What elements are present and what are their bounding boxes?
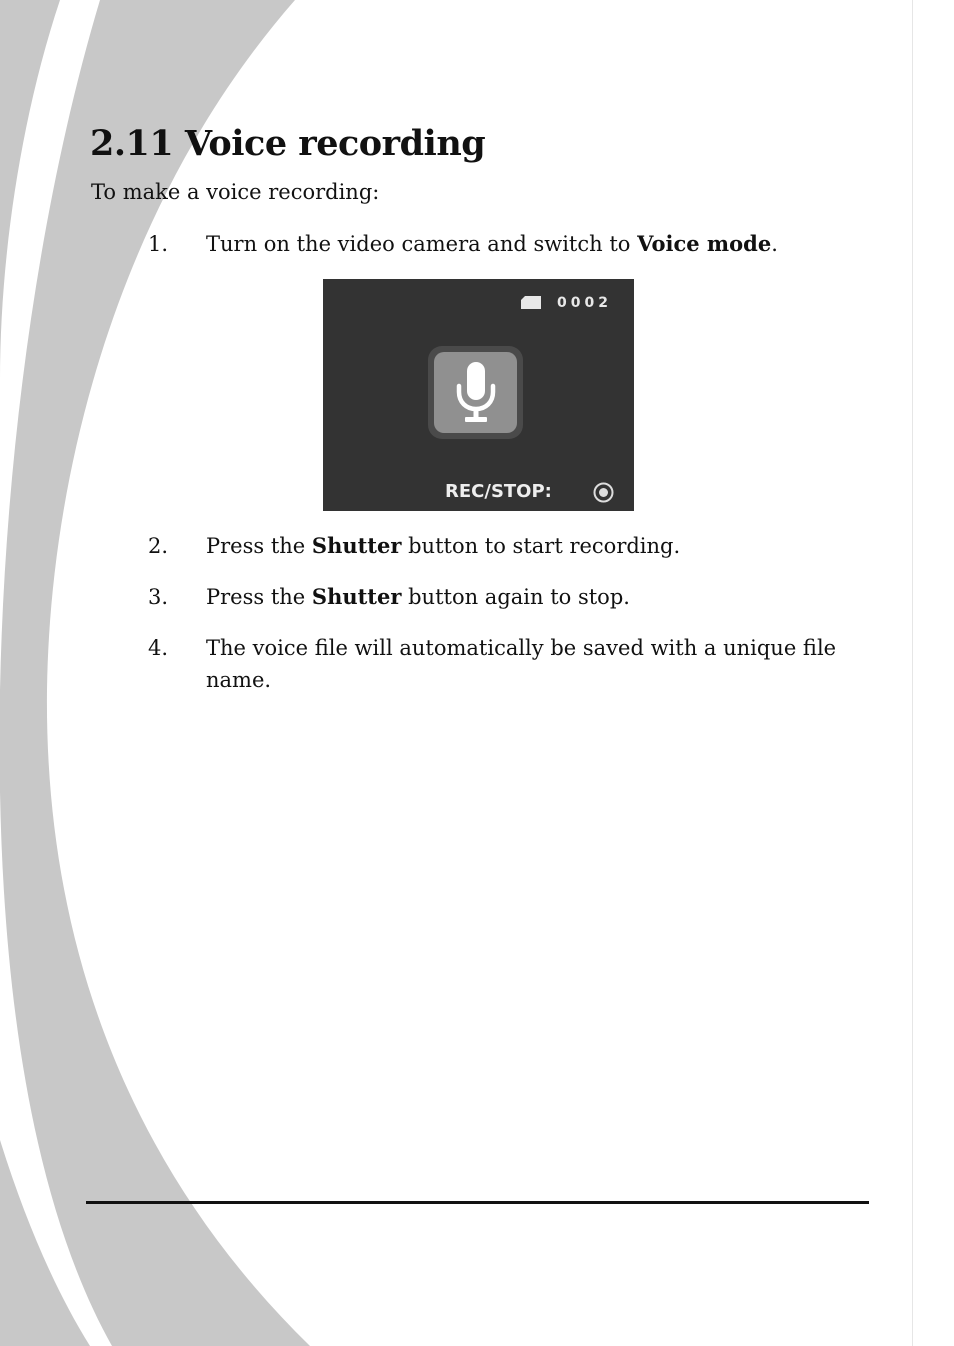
step-number: 1. <box>148 232 169 256</box>
memory-card-icon <box>521 296 541 309</box>
mode-name: Voice mode <box>637 231 772 256</box>
step-text <box>206 530 848 562</box>
step-text <box>206 581 848 613</box>
section-title: 2.11 Voice recording <box>90 123 486 164</box>
step-text-part: . <box>771 232 778 256</box>
step-text-part: Press the <box>206 585 312 609</box>
step-text-part: Press the <box>206 534 312 558</box>
button-name: Shutter <box>311 533 402 558</box>
rec-stop-label: REC/STOP: <box>445 481 552 502</box>
step-text-part: The voice file will automatically be saved with a unique file name. <box>206 636 837 692</box>
step-text-part: button again to stop. <box>401 585 630 609</box>
footer-divider <box>86 1201 869 1204</box>
button-name: Shutter <box>311 584 402 609</box>
voice-mode-tile <box>428 346 523 439</box>
step-text <box>206 632 848 696</box>
file-counter: 0002 <box>557 295 612 311</box>
camera-screen <box>323 279 634 511</box>
step-text <box>206 228 848 260</box>
microphone-icon <box>451 362 501 424</box>
step-number: 3. <box>148 585 169 609</box>
step-text-part: Turn on the video camera and switch to <box>206 232 638 256</box>
step-number: 4. <box>148 636 169 660</box>
intro-text: To make a voice recording: <box>91 180 380 204</box>
step-text-part: button to start recording. <box>401 534 681 558</box>
step-number: 2. <box>148 534 169 558</box>
record-button-icon <box>593 482 614 503</box>
